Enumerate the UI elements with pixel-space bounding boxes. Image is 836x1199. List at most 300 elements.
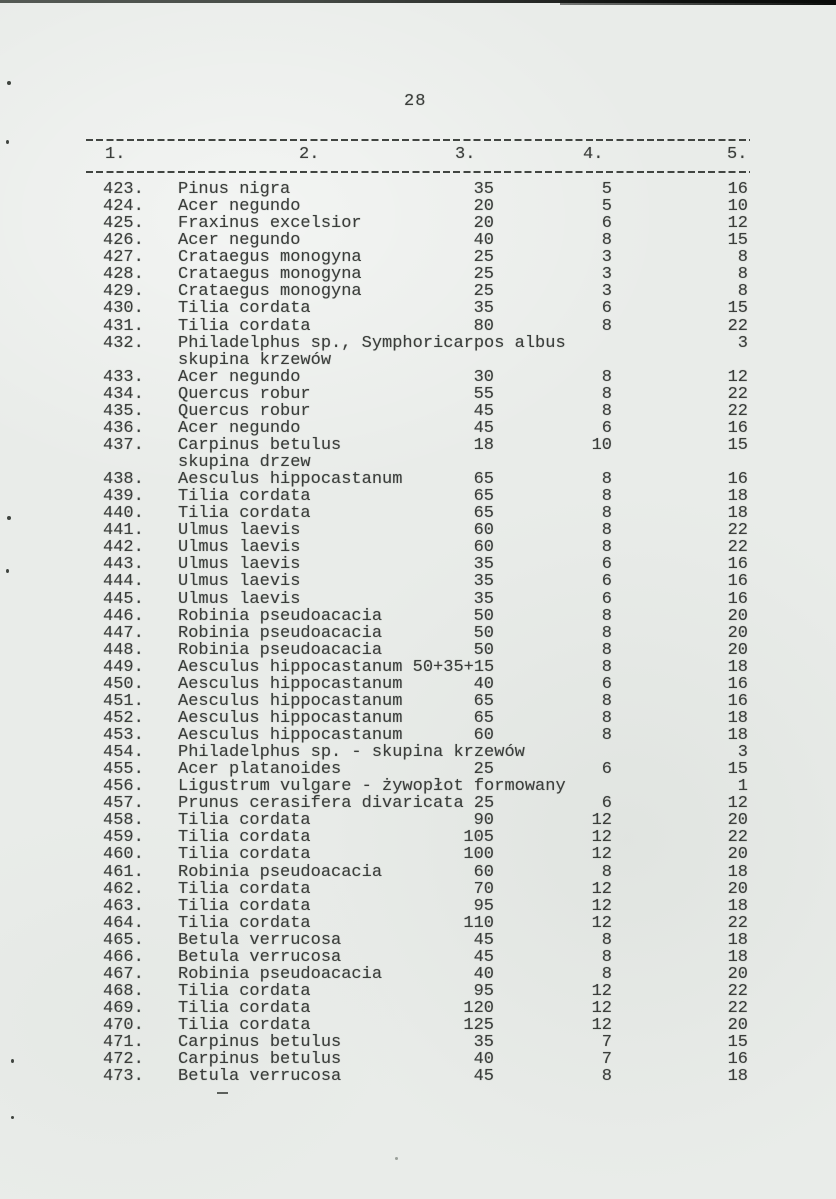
col4-value: 8: [601, 521, 612, 541]
col5-value: 22: [727, 316, 748, 336]
table-row: [0, 778, 836, 795]
col3-value: 35: [473, 572, 494, 592]
species-name: Ulmus laevis: [178, 555, 301, 575]
species-name: Quercus robur: [178, 384, 311, 404]
row-number: 471.: [103, 1033, 144, 1053]
col3-value: 95: [473, 896, 494, 916]
col5-value: 16: [727, 674, 748, 694]
row-number: 470.: [103, 1016, 144, 1036]
table-header-row: [0, 146, 836, 163]
table-row: [0, 915, 836, 932]
col4-value: 12: [591, 913, 612, 933]
row-number: 438.: [103, 470, 144, 490]
species-name: Tilia cordata: [178, 999, 311, 1018]
row-number: 424.: [103, 197, 144, 217]
scan-speck: [6, 140, 9, 144]
species-name: Carpinus betulus: [178, 1033, 342, 1053]
table-row: [0, 181, 836, 198]
row-number: 461.: [103, 862, 144, 882]
col4-value: 6: [601, 214, 612, 234]
row-number: 460.: [103, 845, 144, 865]
table-row: [0, 318, 836, 335]
col5-value: 1: [737, 777, 748, 797]
col5-value: 22: [727, 999, 748, 1018]
table-row: [0, 591, 836, 608]
species-name: Acer negundo: [178, 367, 301, 387]
row-number: 465.: [103, 930, 144, 950]
col5-value: 20: [727, 879, 748, 899]
col3-value: 45: [473, 418, 494, 438]
table-row: [0, 471, 836, 488]
page-number: 28: [404, 92, 427, 111]
col5-value: 12: [727, 794, 748, 814]
row-number: 456.: [103, 777, 144, 797]
col3-value: 40: [473, 231, 494, 251]
species-name: Tilia cordata: [178, 504, 311, 524]
table-row: [0, 949, 836, 966]
species-name: Tilia cordata: [178, 811, 311, 831]
col5-value: 22: [727, 384, 748, 404]
table-row: [0, 369, 836, 386]
table-row: [0, 812, 836, 829]
table-row: [0, 522, 836, 539]
row-number: 426.: [103, 231, 144, 251]
row-number: 436.: [103, 418, 144, 438]
col4-value: 6: [601, 572, 612, 592]
species-name: Crataegus monogyna: [178, 248, 362, 268]
species-name: skupina drzew: [178, 453, 311, 472]
scan-speck: [6, 569, 9, 573]
species-name: Pinus nigra: [178, 180, 291, 199]
species-name: Prunus cerasifera divaricata 25: [178, 794, 495, 814]
col4-value: 10: [591, 435, 612, 455]
species-name: Aesculus hippocastanum: [178, 726, 403, 745]
col4-value: 6: [601, 674, 612, 694]
col3-value: 70: [473, 879, 494, 899]
col3-value: 25: [473, 248, 494, 268]
table-row: [0, 744, 836, 761]
stray-dash-mark: [217, 1092, 228, 1094]
table-row: [0, 437, 836, 454]
row-number: 468.: [103, 981, 144, 1001]
row-number: 446.: [103, 606, 144, 626]
scan-speck: [11, 1059, 14, 1063]
col5-value: 12: [727, 367, 748, 387]
row-number: 427.: [103, 248, 144, 268]
col3-value: 30: [473, 367, 494, 387]
table-row: [0, 403, 836, 420]
col3-value: 65: [473, 487, 494, 507]
row-number: 458.: [103, 811, 144, 831]
row-number: 455.: [103, 760, 144, 780]
species-name: Aesculus hippocastanum 50+35+15: [178, 657, 495, 677]
col5-value: 18: [727, 1067, 748, 1087]
col4-value: 6: [601, 760, 612, 780]
row-number: 442.: [103, 538, 144, 558]
row-number: 441.: [103, 521, 144, 541]
col3-value: 45: [473, 401, 494, 421]
column-header-5: 5.: [727, 145, 748, 164]
row-number: 428.: [103, 265, 144, 285]
row-number: 457.: [103, 794, 144, 814]
species-name: Betula verrucosa: [178, 947, 342, 967]
col4-value: 3: [601, 248, 612, 268]
species-name: Acer platanoides: [178, 760, 342, 780]
col5-value: 15: [727, 435, 748, 455]
table-row: [0, 386, 836, 403]
col3-value: 45: [473, 930, 494, 950]
col4-value: 8: [601, 538, 612, 558]
table-row: [0, 966, 836, 983]
col3-value: 60: [473, 726, 494, 745]
row-number: 464.: [103, 913, 144, 933]
col4-value: 8: [601, 726, 612, 745]
species-name: Tilia cordata: [178, 828, 311, 848]
col4-value: 8: [601, 1067, 612, 1087]
col5-value: 18: [727, 930, 748, 950]
table-row: [0, 505, 836, 522]
table-row: [0, 983, 836, 1000]
species-name: Robinia pseudoacacia: [178, 640, 383, 660]
row-number: 454.: [103, 743, 144, 763]
table-row: [0, 1000, 836, 1017]
col5-value: 18: [727, 504, 748, 524]
species-name: Aesculus hippocastanum: [178, 708, 403, 728]
row-number: 451.: [103, 691, 144, 711]
table-row: [0, 676, 836, 693]
col5-value: 20: [727, 845, 748, 865]
col5-value: 10: [727, 197, 748, 217]
species-name: skupina krzewów: [178, 350, 332, 370]
col3-value: 18: [473, 435, 494, 455]
species-name: Robinia pseudoacacia: [178, 862, 383, 882]
col3-value: 45: [473, 1067, 494, 1087]
col3-value: 60: [473, 538, 494, 558]
col3-value: 50: [473, 623, 494, 643]
row-number: 435.: [103, 401, 144, 421]
table-row: [0, 795, 836, 812]
col5-value: 15: [727, 231, 748, 251]
col3-value: 40: [473, 964, 494, 984]
col5-value: 16: [727, 589, 748, 609]
col3-value: 40: [473, 674, 494, 694]
row-number: 452.: [103, 708, 144, 728]
table-row: [0, 881, 836, 898]
species-name: Robinia pseudoacacia: [178, 964, 383, 984]
row-number: 466.: [103, 947, 144, 967]
table-header-rule: [86, 171, 750, 173]
table-row-continuation: [0, 454, 836, 471]
col4-value: 8: [601, 384, 612, 404]
col3-value: 35: [473, 555, 494, 575]
species-name: Tilia cordata: [178, 879, 311, 899]
scan-speck: [7, 516, 11, 520]
col5-value: 15: [727, 1033, 748, 1053]
col3-value: 55: [473, 384, 494, 404]
col5-value: 16: [727, 418, 748, 438]
row-number: 425.: [103, 214, 144, 234]
col5-value: 18: [727, 726, 748, 745]
species-name: Tilia cordata: [178, 316, 311, 336]
table-row: [0, 266, 836, 283]
col3-value: 65: [473, 691, 494, 711]
species-name: Betula verrucosa: [178, 1067, 342, 1087]
table-row: [0, 488, 836, 505]
col3-value: 50: [473, 606, 494, 626]
col4-value: 7: [601, 1050, 612, 1070]
species-name: Ulmus laevis: [178, 521, 301, 541]
col3-value: 35: [473, 589, 494, 609]
col4-value: 8: [601, 691, 612, 711]
table-row: [0, 761, 836, 778]
species-name: Robinia pseudoacacia: [178, 623, 383, 643]
scan-speck: [395, 1157, 398, 1160]
col4-value: 6: [601, 418, 612, 438]
species-name: Acer negundo: [178, 418, 301, 438]
table-row: [0, 1034, 836, 1051]
column-header-1: 1.: [105, 145, 126, 164]
col3-value: 35: [473, 1033, 494, 1053]
species-name: Quercus robur: [178, 401, 311, 421]
table-row-continuation: [0, 352, 836, 369]
species-name: Aesculus hippocastanum: [178, 470, 403, 490]
col4-value: 8: [601, 487, 612, 507]
col4-value: 12: [591, 999, 612, 1018]
species-name: Tilia cordata: [178, 299, 311, 319]
col3-value: 125: [463, 1016, 494, 1036]
col4-value: 3: [601, 282, 612, 302]
column-header-2: 2.: [299, 145, 320, 164]
col5-value: 18: [727, 862, 748, 882]
col4-value: 12: [591, 981, 612, 1001]
table-row: [0, 539, 836, 556]
species-name: Ligustrum vulgare - żywopłot formowany: [178, 777, 566, 797]
col3-value: 50: [473, 640, 494, 660]
col3-value: 35: [473, 299, 494, 319]
col4-value: 8: [601, 316, 612, 336]
col4-value: 8: [601, 708, 612, 728]
row-number: 448.: [103, 640, 144, 660]
col4-value: 8: [601, 504, 612, 524]
col3-value: 65: [473, 504, 494, 524]
table-row: [0, 1017, 836, 1034]
species-name: Crataegus monogyna: [178, 265, 362, 285]
table-row: [0, 829, 836, 846]
col3-value: 90: [473, 811, 494, 831]
col5-value: 8: [737, 265, 748, 285]
col5-value: 20: [727, 811, 748, 831]
row-number: 431.: [103, 316, 144, 336]
table-row: [0, 232, 836, 249]
row-number: 472.: [103, 1050, 144, 1070]
col5-value: 18: [727, 487, 748, 507]
col5-value: 22: [727, 828, 748, 848]
col5-value: 16: [727, 555, 748, 575]
row-number: 439.: [103, 487, 144, 507]
scan-speck: [11, 1116, 14, 1119]
row-number: 459.: [103, 828, 144, 848]
col5-value: 20: [727, 640, 748, 660]
col3-value: 65: [473, 470, 494, 490]
col4-value: 12: [591, 845, 612, 865]
scan-speck: [7, 81, 11, 85]
species-name: Ulmus laevis: [178, 538, 301, 558]
species-name: Fraxinus excelsior: [178, 214, 362, 234]
col4-value: 3: [601, 265, 612, 285]
table-row: [0, 249, 836, 266]
table-row: [0, 198, 836, 215]
species-name: Tilia cordata: [178, 913, 311, 933]
species-name: Tilia cordata: [178, 981, 311, 1001]
species-name: Tilia cordata: [178, 1016, 311, 1036]
species-name: Tilia cordata: [178, 845, 311, 865]
table-row: [0, 625, 836, 642]
table-row: [0, 1051, 836, 1068]
scan-edge-artifact-right: [560, 0, 836, 5]
table-row: [0, 642, 836, 659]
col4-value: 6: [601, 589, 612, 609]
col5-value: 3: [737, 743, 748, 763]
table-row: [0, 932, 836, 949]
col4-value: 12: [591, 828, 612, 848]
row-number: 434.: [103, 384, 144, 404]
col4-value: 6: [601, 555, 612, 575]
col4-value: 8: [601, 657, 612, 677]
species-name: Acer negundo: [178, 231, 301, 251]
column-header-4: 4.: [583, 145, 604, 164]
row-number: 423.: [103, 180, 144, 199]
col4-value: 8: [601, 640, 612, 660]
col4-value: 8: [601, 231, 612, 251]
col4-value: 8: [601, 606, 612, 626]
row-number: 453.: [103, 726, 144, 745]
col5-value: 20: [727, 623, 748, 643]
col4-value: 8: [601, 964, 612, 984]
table-row: [0, 1068, 836, 1085]
col4-value: 8: [601, 401, 612, 421]
species-name: Carpinus betulus: [178, 435, 342, 455]
col3-value: 35: [473, 180, 494, 199]
row-number: 450.: [103, 674, 144, 694]
col3-value: 45: [473, 947, 494, 967]
col3-value: 20: [473, 214, 494, 234]
col5-value: 16: [727, 691, 748, 711]
species-name: Tilia cordata: [178, 896, 311, 916]
row-number: 469.: [103, 999, 144, 1018]
col3-value: 65: [473, 708, 494, 728]
table-top-rule: [86, 139, 750, 141]
col4-value: 12: [591, 879, 612, 899]
col3-value: 40: [473, 1050, 494, 1070]
col5-value: 22: [727, 521, 748, 541]
col5-value: 22: [727, 913, 748, 933]
col4-value: 8: [601, 623, 612, 643]
row-number: 449.: [103, 657, 144, 677]
species-name: Acer negundo: [178, 197, 301, 217]
col5-value: 18: [727, 896, 748, 916]
col5-value: 20: [727, 1016, 748, 1036]
table-row: [0, 659, 836, 676]
species-name: Philadelphus sp. - skupina krzewów: [178, 743, 525, 763]
col4-value: 12: [591, 1016, 612, 1036]
species-name: Robinia pseudoacacia: [178, 606, 383, 626]
row-number: 473.: [103, 1067, 144, 1087]
species-name: Carpinus betulus: [178, 1050, 342, 1070]
col5-value: 8: [737, 282, 748, 302]
col4-value: 12: [591, 811, 612, 831]
col4-value: 6: [601, 299, 612, 319]
col3-value: 25: [473, 760, 494, 780]
col5-value: 16: [727, 470, 748, 490]
table-row: [0, 898, 836, 915]
col5-value: 16: [727, 572, 748, 592]
col3-value: 110: [463, 913, 494, 933]
row-number: 462.: [103, 879, 144, 899]
species-name: Aesculus hippocastanum: [178, 691, 403, 711]
table-row: [0, 710, 836, 727]
col4-value: 8: [601, 947, 612, 967]
species-name: Ulmus laevis: [178, 589, 301, 609]
table-row: [0, 573, 836, 590]
table-row: [0, 846, 836, 863]
col3-value: 25: [473, 282, 494, 302]
col5-value: 18: [727, 657, 748, 677]
col4-value: 8: [601, 367, 612, 387]
col5-value: 15: [727, 760, 748, 780]
col5-value: 12: [727, 214, 748, 234]
row-number: 432.: [103, 333, 144, 353]
table-row: [0, 727, 836, 744]
col3-value: 120: [463, 999, 494, 1018]
col4-value: 8: [601, 930, 612, 950]
table-row: [0, 335, 836, 352]
col5-value: 22: [727, 538, 748, 558]
col3-value: 60: [473, 862, 494, 882]
col4-value: 5: [601, 197, 612, 217]
col5-value: 8: [737, 248, 748, 268]
row-number: 443.: [103, 555, 144, 575]
table-row: [0, 420, 836, 437]
col4-value: 6: [601, 794, 612, 814]
col3-value: 105: [463, 828, 494, 848]
table-body: [0, 181, 836, 1085]
row-number: 433.: [103, 367, 144, 387]
col5-value: 20: [727, 964, 748, 984]
species-name: Tilia cordata: [178, 487, 311, 507]
species-name: Aesculus hippocastanum: [178, 674, 403, 694]
species-name: Crataegus monogyna: [178, 282, 362, 302]
species-name: Philadelphus sp., Symphoricarpos albus: [178, 333, 566, 353]
row-number: 429.: [103, 282, 144, 302]
col5-value: 18: [727, 708, 748, 728]
col5-value: 22: [727, 401, 748, 421]
row-number: 437.: [103, 435, 144, 455]
col5-value: 22: [727, 981, 748, 1001]
table-row: [0, 215, 836, 232]
col5-value: 18: [727, 947, 748, 967]
col5-value: 16: [727, 1050, 748, 1070]
row-number: 445.: [103, 589, 144, 609]
col4-value: 8: [601, 862, 612, 882]
row-number: 430.: [103, 299, 144, 319]
col4-value: 7: [601, 1033, 612, 1053]
col3-value: 80: [473, 316, 494, 336]
species-name: Betula verrucosa: [178, 930, 342, 950]
column-header-3: 3.: [455, 145, 476, 164]
table-row: [0, 300, 836, 317]
table-row: [0, 608, 836, 625]
col3-value: 20: [473, 197, 494, 217]
